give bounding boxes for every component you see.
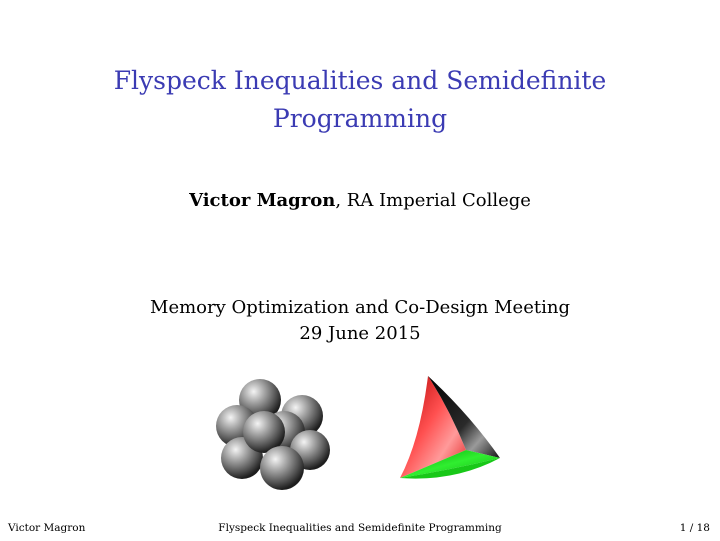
footer-page-number: 1 / 18 — [679, 522, 710, 534]
figures — [0, 370, 720, 500]
footer-title: Flyspeck Inequalities and Semidefinite Programming — [218, 522, 502, 534]
footer — [0, 522, 720, 538]
footer-author: Victor Magron — [8, 522, 86, 534]
event-date: 29 June 2015 — [299, 323, 421, 344]
event-block — [0, 295, 720, 347]
author-name: Victor Magron — [189, 190, 336, 211]
event-name: Memory Optimization and Co-Design Meeting — [150, 297, 570, 318]
author-affiliation: , RA Imperial College — [335, 190, 531, 211]
sphere-cluster-icon — [216, 379, 330, 490]
author-line — [0, 190, 720, 211]
slide-title-line2: Programming — [272, 104, 448, 133]
slide-title — [0, 62, 720, 138]
slide-title-line1: Flyspeck Inequalities and Semidefinite — [113, 66, 607, 95]
tetrahedron-icon — [400, 376, 500, 479]
